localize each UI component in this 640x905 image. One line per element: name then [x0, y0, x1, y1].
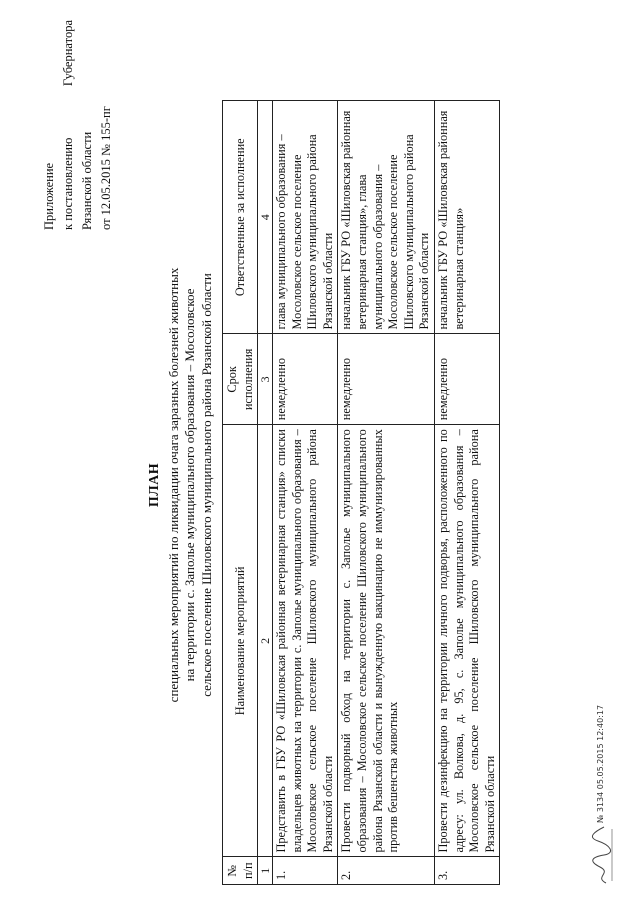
header-name: Наименование мероприятий — [223, 425, 258, 857]
header-num: № п/п — [223, 857, 258, 885]
appendix-line-1 — [59, 20, 78, 230]
table-row — [338, 101, 435, 885]
appendix-title: Приложение — [42, 162, 56, 230]
table-row — [273, 101, 338, 885]
row-num: 1. — [273, 857, 338, 885]
row-responsible: начальник ГБУ РО «Шиловская районная ветеринарная станция» — [434, 101, 499, 334]
row-measure: Представить в ГБУ РО «Шиловская районная ветеринарная станция» списки владельцев животных на территории с. Заполье муниципального образования – Мосоловское сельское поселение Шиловского муниципального района Рязанской области — [273, 425, 338, 857]
row-responsible: начальник ГБУ РО «Шиловская районная ветеринарная станция», глава муниципального образования – Мосоловское сельское поселение Шиловского муниципального района Рязанской области — [338, 101, 435, 334]
row-responsible: глава муниципального образования – Мосоловское сельское поселение Шиловского муниципального района Рязанской области — [273, 101, 338, 334]
footer-registration — [586, 485, 618, 885]
row-measure: Провести дезинфекцию на территории личного подворья, расположенного по адресу: ул. Волкова, д. 95, с. Заполье муниципального образования – Мосоловское сельское поселение Шиловского муниципального района Рязанской области — [434, 425, 499, 857]
row-measure: Провести подворный обход на территории с. Заполье муниципального образования – Мосоловское сельское поселение Шиловского муниципального района Рязанской области и вынужденную вакцинацию не иммунизированных против бешенства животных — [338, 425, 435, 857]
plan-subtitle-line-3: сельское поселение Шиловского муниципального района Рязанской области — [198, 273, 214, 697]
appendix-line-1b: Губернатора — [61, 20, 75, 87]
row-term: немедленно — [434, 334, 499, 425]
column-number: 3 — [258, 334, 273, 425]
plan-header — [147, 185, 215, 785]
row-term: немедленно — [273, 334, 338, 425]
table-header-row — [223, 101, 258, 885]
handwritten-signature — [586, 825, 616, 885]
row-term: немедленно — [338, 334, 435, 425]
plan-subtitle-line-2: на территории с. Заполье муниципального образования – Мосоловское — [182, 288, 197, 682]
plan-title: ПЛАН — [147, 462, 162, 508]
column-number: 1 — [258, 857, 273, 885]
registration-stamp: № 3134 05.05.2015 12:40:17 — [596, 704, 605, 823]
header-term: Срок исполнения — [223, 334, 258, 425]
plan-table — [222, 100, 500, 885]
appendix-block — [40, 20, 116, 230]
table-row — [434, 101, 499, 885]
column-number-row — [258, 101, 273, 885]
header-responsible: Ответственные за исполнение — [223, 101, 258, 334]
row-num: 3. — [434, 857, 499, 885]
appendix-line-3: от 12.05.2015 № 155-пг — [99, 106, 113, 230]
column-number: 4 — [258, 101, 273, 334]
column-number: 2 — [258, 425, 273, 857]
row-num: 2. — [338, 857, 435, 885]
appendix-line-1a: к постановлению — [61, 137, 75, 230]
appendix-line-2: Рязанской области — [80, 131, 94, 230]
plan-subtitle-line-1: специальных мероприятий по ликвидации очага заразных болезней животных — [165, 267, 181, 703]
